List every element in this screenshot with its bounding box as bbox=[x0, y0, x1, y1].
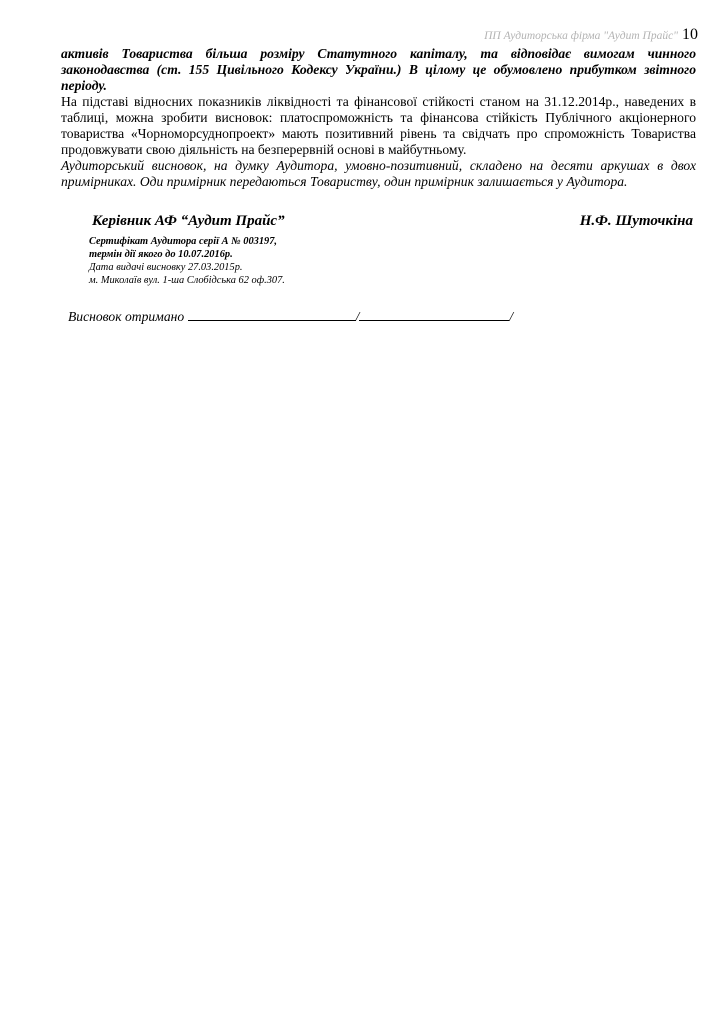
certificate-line: Сертифікат Аудитора серії А № 003197, bbox=[89, 236, 278, 247]
certificate-info bbox=[89, 235, 696, 287]
document-body bbox=[61, 46, 696, 325]
paragraph-liquidity: На підставі відносних показників ліквідності та фінансової стійкості станом на 31.12.2014р., наведених в таблиці, можна зробити висновок: платоспроможність та фінансова стійкість Публічного акціонерного товариства «Чорноморсуднопроект» мають позитивний рівень та свідчать про спроможність Товариства продовжувати свою діяльність на безперервній основі в майбутньому. bbox=[61, 94, 696, 157]
paragraph-conclusion: Аудиторський висновок, на думку Аудитора, умовно-позитивний, складено на десяти аркушах в двох примірниках. Оди примірник передаються Товариству, один примірник залишається у Аудитора. bbox=[61, 158, 696, 189]
header-firm-name: ПП Аудиторська фірма "Аудит Прайс" bbox=[484, 30, 678, 42]
page-number: 10 bbox=[682, 26, 698, 43]
separator-slash: / bbox=[509, 309, 514, 324]
certificate-validity: термін дії якого до 10.07.2016р. bbox=[89, 249, 233, 260]
signer-name: Н.Ф. Шуточкіна bbox=[579, 213, 693, 229]
issue-date: Дата видачі висновку 27.03.2015р. bbox=[89, 262, 243, 273]
separator-slash: / bbox=[355, 309, 360, 324]
auditor-address: м. Миколаїв вул. 1-ша Слобідська 62 оф.307. bbox=[89, 275, 285, 286]
paragraph-capital: активів Товариства більша розміру Статутного капіталу, та відповідає вимогам чинного законодавства (ст. 155 Цивільного Кодексу України.) В цілому це обумовлено прибутком звітного періоду. bbox=[61, 46, 696, 93]
received-label: Висновок отримано bbox=[68, 309, 185, 324]
signature-blank[interactable] bbox=[188, 309, 356, 321]
page-header bbox=[484, 26, 698, 44]
signature-block bbox=[61, 213, 696, 233]
signer-title: Керівник АФ “Аудит Прайс” bbox=[92, 213, 285, 229]
name-blank[interactable] bbox=[359, 309, 509, 321]
received-line bbox=[68, 309, 696, 325]
